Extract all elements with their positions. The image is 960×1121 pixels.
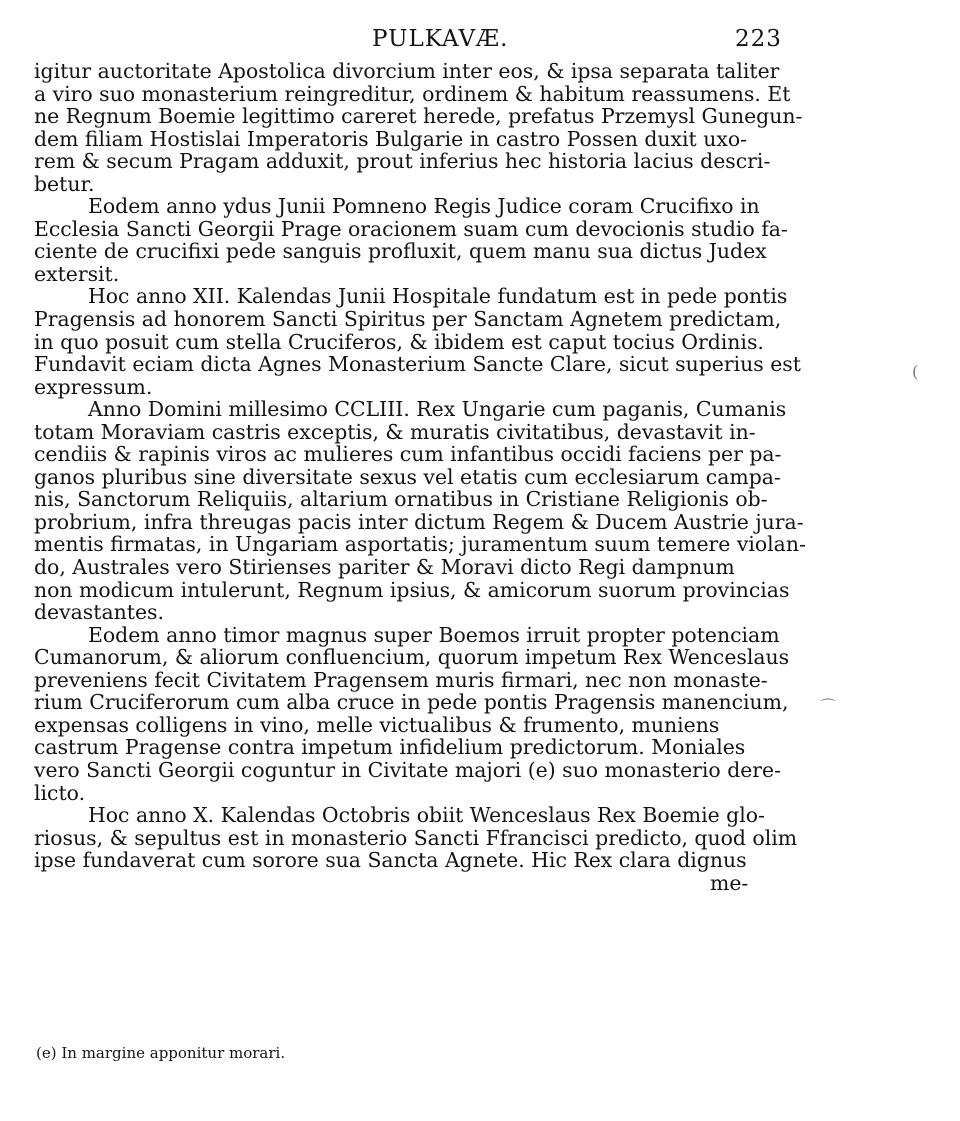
- text-line: rem & secum Pragam adduxit, prout inferius hec historia lacius descri-: [34, 149, 771, 174]
- text-line: rium Cruciferorum cum alba cruce in pede pontis Pragensis manencium,: [34, 690, 789, 715]
- running-head: [0, 26, 960, 56]
- text-line: Eodem anno ydus Junii Pomneno Regis Judice coram Crucifixo in: [88, 194, 760, 219]
- running-title: PULKAVÆ.: [372, 26, 509, 52]
- text-line: Cumanorum, & aliorum confluencium, quorum impetum Rex Wenceslaus: [34, 645, 790, 670]
- text-line: probrium, infra threugas pacis inter dictum Regem & Ducem Austrie jura-: [34, 509, 804, 534]
- text-line: ciente de crucifixi pede sanguis profluxit, quem manu sua dictus Judex: [34, 239, 767, 264]
- body-text: [34, 60, 824, 894]
- text-line: vero Sancti Georgii coguntur in Civitate majori (e) suo monasterio dere-: [34, 757, 782, 782]
- text-line: Hoc anno X. Kalendas Octobris obiit Wenceslaus Rex Boemie glo-: [88, 803, 765, 828]
- text-line: in quo posuit cum stella Cruciferos, & ibidem est caput tocius Ordinis.: [34, 329, 764, 354]
- text-line: expressum.: [34, 374, 153, 399]
- text-line: Pragensis ad honorem Sancti Spiritus per Sanctam Agnetem predictam,: [34, 307, 782, 332]
- text-line: Anno Domini millesimo CCLIII. Rex Ungarie cum paganis, Cumanis: [88, 397, 787, 422]
- text-line: extersit.: [34, 261, 120, 286]
- text-line: do, Australes vero Stirienses pariter & Moravi dicto Regi dampnum: [34, 555, 735, 580]
- text-line: non modicum intulerunt, Regnum ipsius, & amicorum suorum provincias: [34, 577, 790, 602]
- text-line: ne Regnum Boemie legittimo careret herede, prefatus Przemysl Gunegun-: [34, 104, 803, 129]
- text-line: Eodem anno timor magnus super Boemos irruit propter potenciam: [88, 622, 780, 647]
- text-line: nis, Sanctorum Reliquiis, altarium ornatibus in Cristiane Religionis ob-: [34, 487, 768, 512]
- text-line: devastantes.: [34, 600, 164, 625]
- text-line: Fundavit eciam dicta Agnes Monasterium Sancte Clare, sicut superius est: [34, 352, 801, 377]
- text-line: expensas colligens in vino, melle victualibus & frumento, muniens: [34, 712, 720, 737]
- text-line: riosus, & sepultus est in monasterio Sancti Ffrancisci predicto, quod olim: [34, 825, 798, 850]
- text-line: preveniens fecit Civitatem Pragensem muris firmari, nec non monaste-: [34, 667, 768, 692]
- text-line: castrum Pragense contra impetum infidelium predictorum. Moniales: [34, 735, 746, 760]
- text-line: ganos pluribus sine diversitate sexus vel etatis cum ecclesiarum campa-: [34, 464, 781, 489]
- text-line: betur.: [34, 171, 95, 196]
- text-line: igitur auctoritate Apostolica divorcium inter eos, & ipsa separata taliter: [34, 59, 780, 83]
- text-line: ipse fundaverat cum sorore sua Sancta Agnete. Hic Rex clara dignus: [34, 848, 747, 873]
- catchword: me-: [710, 870, 749, 895]
- text-line: totam Moraviam castris exceptis, & muratis civitatibus, devastavit in-: [34, 419, 756, 444]
- text-line: Hoc anno XII. Kalendas Junii Hospitale fundatum est in pede pontis: [88, 284, 788, 309]
- text-line: Ecclesia Sancti Georgii Prage oracionem suam cum devocionis studio fa-: [34, 216, 788, 241]
- margin-mark: (: [912, 362, 919, 381]
- text-line: licto.: [34, 780, 86, 805]
- text-line: mentis firmatas, in Ungariam asportatis; juramentum suum temere violan-: [34, 532, 806, 557]
- page-number: 223: [735, 26, 782, 52]
- text-line: dem filiam Hostislai Imperatoris Bulgarie in castro Possen duxit uxo-: [34, 126, 748, 151]
- footnote: (e) In margine apponitur morari.: [36, 1044, 286, 1062]
- margin-mark: ⌒: [820, 697, 837, 716]
- text-line: a viro suo monasterium reingreditur, ordinem & habitum reassumens. Et: [34, 81, 791, 106]
- text-line: cendiis & rapinis viros ac mulieres cum infantibus occidi faciens per pa-: [34, 442, 782, 467]
